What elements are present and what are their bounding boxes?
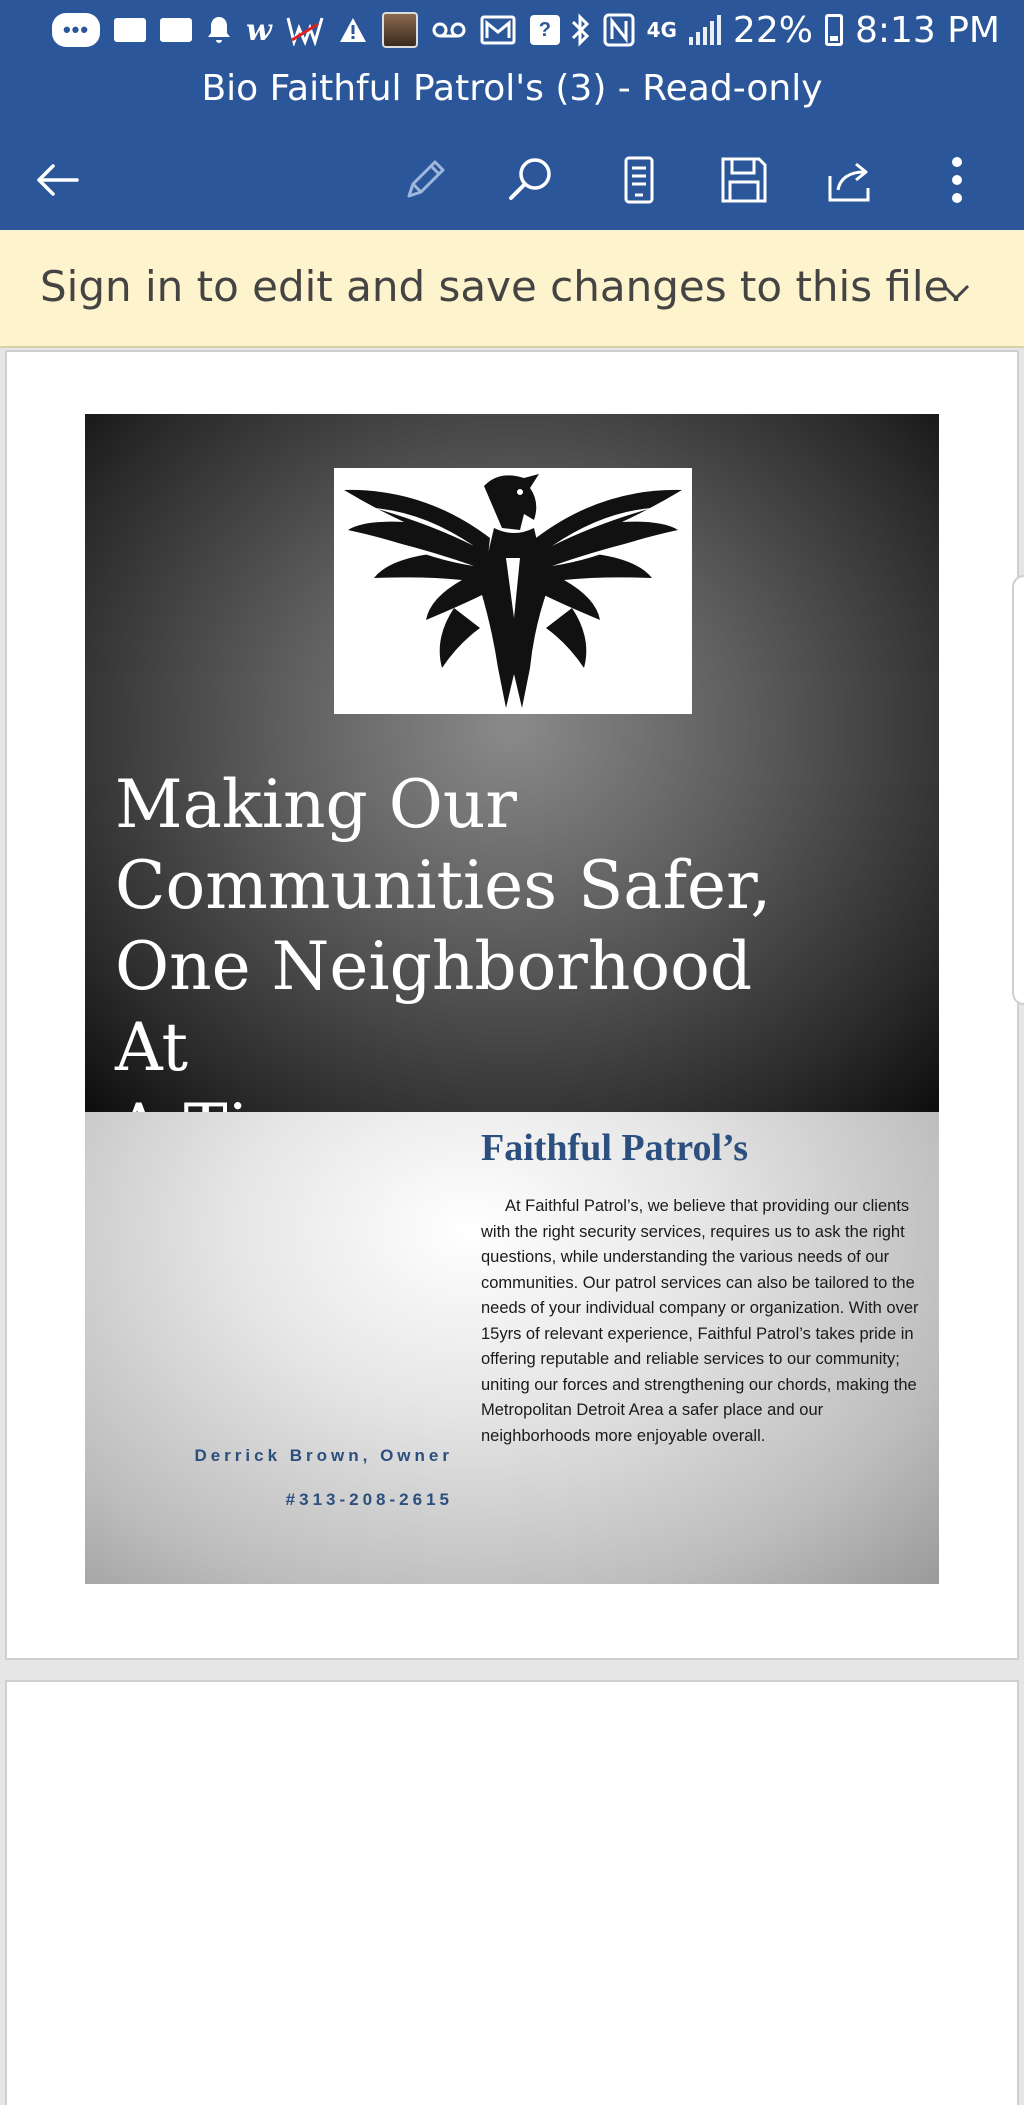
- back-button[interactable]: [22, 145, 92, 215]
- hero-title-line: One Neighborhood At: [115, 928, 753, 1086]
- signal-icon: [689, 15, 721, 45]
- company-heading: Faithful Patrol’s: [481, 1127, 749, 1169]
- more-icon: [931, 154, 983, 206]
- document-page: [5, 350, 1019, 1660]
- share-icon: [824, 154, 876, 206]
- question-icon: ?: [530, 15, 560, 45]
- bio-text: At Faithful Patrol’s, we believe that providing our clients with the right security services, requires us to ask the right questions, while understanding the various needs of our communities. Our patrol services can also be tailored to the needs of your individual company or organization. With over 15yrs of relevant experience, Faithful Patrol’s takes pride in offering reputable and reliable services to our community; uniting our forces and strengthening our chords, making the Metropolitan Detroit Area a safer place and our neighborhoods more enjoyable overall.: [481, 1197, 919, 1445]
- battery-icon: [825, 14, 843, 46]
- hero-title: [115, 764, 815, 1169]
- nfc-icon: [603, 13, 635, 47]
- save-icon: [718, 154, 770, 206]
- status-bar: [0, 0, 1024, 60]
- hero-title-line: Making Our: [115, 766, 517, 843]
- title-bar: [0, 60, 1024, 230]
- monitor-icon: [160, 18, 192, 42]
- clock: 8:13 PM: [854, 9, 1000, 51]
- chevron-down-icon[interactable]: [938, 274, 974, 310]
- document-title: Bio Faithful Patrol's (3) - Read-only: [201, 68, 823, 109]
- wwe-icon: [286, 14, 324, 46]
- notice-text: Sign in to edit and save changes to this file.: [40, 262, 963, 311]
- w-icon: w: [246, 12, 272, 48]
- bell-icon: [206, 15, 232, 45]
- back-icon: [31, 154, 83, 206]
- monitor-icon: [114, 18, 146, 42]
- edit-button[interactable]: [390, 145, 460, 215]
- save-button[interactable]: [709, 145, 779, 215]
- warning-icon: [338, 16, 368, 44]
- phone-number: #313-208-2615: [285, 1490, 453, 1509]
- mobile-view-button[interactable]: [604, 145, 674, 215]
- owner-name: Derrick Brown, Owner: [194, 1446, 453, 1465]
- document-page-2: [5, 1680, 1019, 2105]
- scroll-handle[interactable]: [1012, 575, 1024, 1005]
- phoenix-logo: [334, 468, 692, 714]
- voicemail-icon: [432, 20, 466, 40]
- search-button[interactable]: [496, 145, 566, 215]
- chat-icon: •••: [52, 13, 100, 47]
- hero-title-line: Communities Safer,: [115, 847, 772, 924]
- mobile-view-icon: [613, 154, 665, 206]
- search-icon: [505, 154, 557, 206]
- share-button[interactable]: [815, 145, 885, 215]
- network-label: 4G: [646, 18, 677, 42]
- mail-icon: [480, 15, 516, 45]
- bluetooth-icon: [569, 13, 591, 47]
- battery-percent: 22%: [732, 9, 813, 51]
- hero-banner: [85, 414, 939, 1112]
- more-options-button[interactable]: [922, 145, 992, 215]
- avatar-icon: [382, 12, 418, 48]
- bio-paragraph: [481, 1194, 921, 1449]
- bio-section: [85, 1112, 939, 1584]
- pencil-icon: [399, 154, 451, 206]
- sign-in-notice[interactable]: [0, 230, 1024, 348]
